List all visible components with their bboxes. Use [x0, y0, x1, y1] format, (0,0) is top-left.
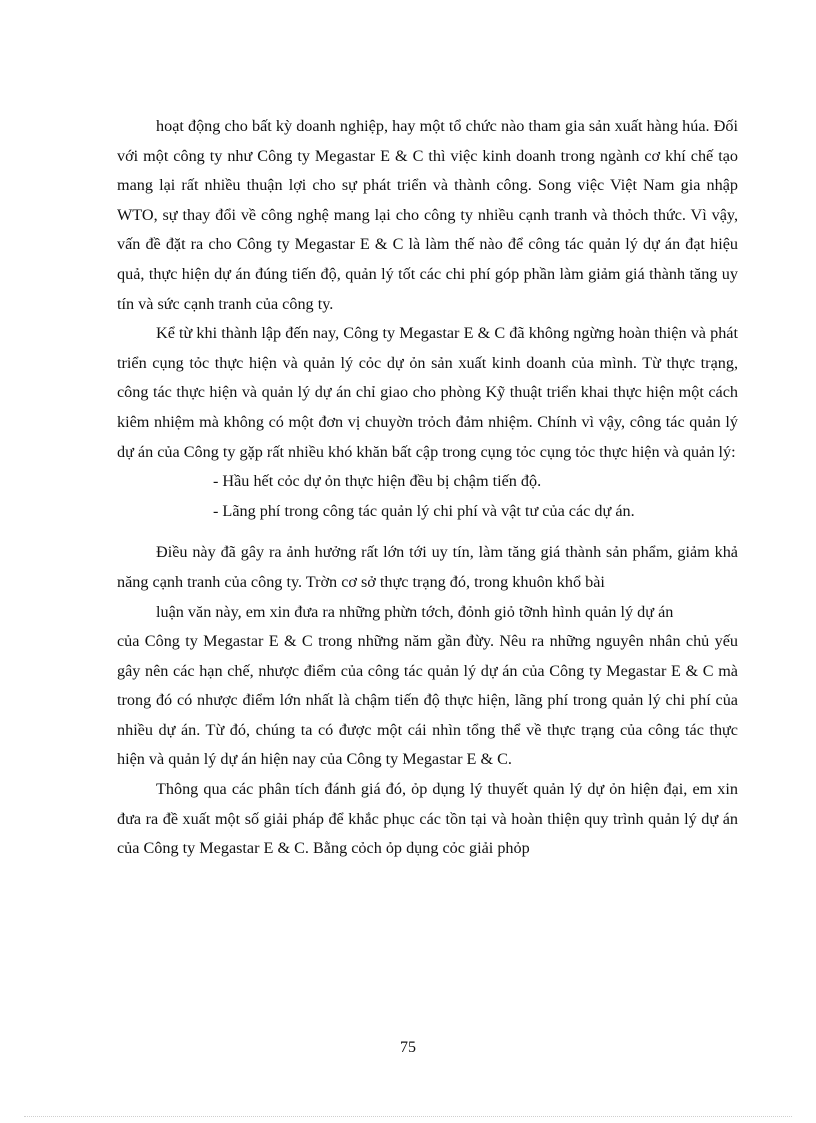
paragraph-1: hoạt động cho bất kỳ doanh nghiệp, hay một tổ chức nào tham gia sản xuất hàng húa. Đối với một công ty như Công ty Megastar E & C thì việc kinh doanh trong ngành cơ khí chế tạo mang lại rất nhiều thuận lợi cho sự phát triển và thành công. Song việc Việt Nam gia nhập WTO, sự thay đổi về công nghệ mang lại cho công ty nhiều cạnh tranh và thỏch thức. Vì vậy, vấn đề đặt ra cho Công ty Megastar E & C là làm thế nào để công tác quản lý dự án đạt hiệu quả, thực hiện dự án đúng tiến độ, quản lý tốt các chi phí góp phần làm giảm giá thành tăng uy tín và sức cạnh tranh của công ty. — [117, 117, 738, 313]
list-item-delay: - Hầu hết cỏc dự ỏn thực hiện đều bị chậm tiến độ. — [213, 472, 542, 491]
page-number: 75 — [400, 1039, 416, 1056]
body-text — [117, 112, 738, 864]
paragraph-4: Thông qua các phân tích đánh giá đó, ỏp dụng lý thuyết quản lý dự ỏn hiện đại, em xin đưa ra đề xuất một số giải pháp để khắc phục các tồn tại và hoàn thiện quy trình quản lý dự án của Công ty Megastar E & C. Bằng cỏch ỏp dụng cỏc giải phỏp — [117, 780, 738, 858]
paragraph-2: Kể từ khi thành lập đến nay, Công ty Megastar E & C đã không ngừng hoàn thiện và phát triển cụng tỏc thực hiện và quản lý cỏc dự ỏn sản xuất kinh doanh của mình. Từ thực trạng, công tác thực hiện và quản lý dự án chỉ giao cho phòng Kỹ thuật triển khai thực hiện một cách kiêm nhiệm mà không có một đơn vị chuyờn trỏch đảm nhiệm. Chính vì vậy, công tác quản lý dự án của Công ty gặp rất nhiều khó khăn bất cập trong cụng tỏc cụng tỏc thực hiện và quản lý: — [117, 324, 738, 461]
paragraph-3-tail: của Công ty Megastar E & C trong những năm gần đừy. Nêu ra những nguyên nhân chủ yếu gây nên các hạn chế, nhược điểm của công tác quản lý dự án của Công ty Megastar E & C mà trong đó có nhược điểm lớn nhất là chậm tiến độ thực hiện, lãng phí trong quản lý chi phí của nhiều dự án. Từ đó, chúng ta có được một cái nhìn tổng thể về thực trạng của công tác thực hiện và quản lý dự án hiện nay của Công ty Megastar E & C. — [117, 632, 738, 769]
page-bottom-rule — [24, 1116, 792, 1117]
paragraph-gap — [117, 526, 738, 538]
paragraph-3-line-1: Điều này đã gây ra ảnh hưởng rất lớn tới uy tín, làm tăng giá thành sản phẩm, giảm khả năng cạnh tranh của công ty. Trờn cơ sở thực trạng đó, trong khuôn khổ bài — [117, 543, 738, 591]
paragraph-3-indented-line: luận văn này, em xin đưa ra những phừn tớch, đỏnh giỏ tỡnh hình quản lý dự án — [156, 602, 674, 621]
list-item-waste: - Lãng phí trong công tác quản lý chi phí và vật tư của các dự án. — [213, 501, 635, 520]
